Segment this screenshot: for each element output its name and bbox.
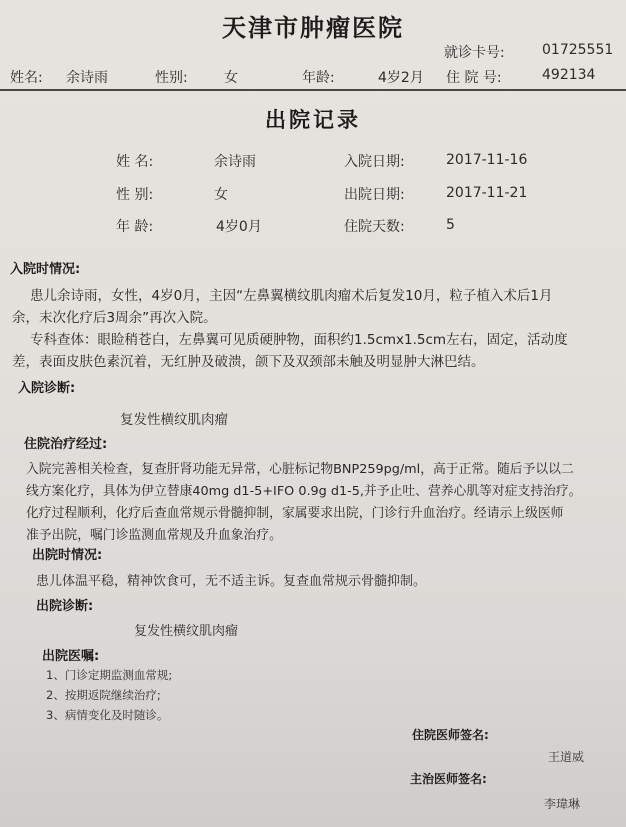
admission-status-text: [12, 285, 568, 373]
admission-status-line: 专科查体：眼睑稍苍白，左鼻翼可见质硬肿物，面积约1.5cmx1.5cm左右，固定，活动度: [30, 332, 568, 348]
info-out-date-value: 2017-11-21: [446, 185, 528, 201]
header-divider: [0, 89, 626, 91]
info-in-date-label: 入院日期:: [344, 154, 405, 170]
discharge-status-title: 出院时情况:: [32, 548, 103, 563]
record-title: 出院记录: [265, 108, 361, 132]
discharge-status-text: 患儿体温平稳，精神饮食可，无不适主诉。复查血常规示骨髓抑制。: [36, 574, 427, 589]
treatment-text: [26, 459, 582, 547]
treatment-line: 线方案化疗，具体为伊立替康40mg d1-5+IFO 0.9g d1-5,并予止吐、营养心肌等对症支持治疗。: [26, 484, 582, 499]
header-admission-value: 492134: [542, 67, 596, 83]
admission-status-line: 患儿余诗雨，女性，4岁0月，主因“左鼻翼横纹肌肉瘤术后复发10月，粒子植入术后1月: [30, 288, 553, 304]
info-sex-value: 女: [214, 187, 228, 203]
info-name-value: 余诗雨: [214, 154, 256, 170]
header-sex-value: 女: [224, 70, 238, 86]
treatment-title: 住院治疗经过:: [24, 437, 108, 452]
info-in-date-value: 2017-11-16: [446, 152, 528, 168]
treatment-line: 入院完善相关检查，复查肝肾功能无异常，心脏标记物BNP259pg/ml，高于正常。随后予以以二: [26, 462, 574, 477]
info-sex-label: 性 别:: [116, 187, 154, 203]
resident-signature-label: 住院医师签名:: [412, 728, 489, 742]
discharge-diagnosis-text: 复发性横纹肌肉瘤: [134, 624, 239, 639]
header-age-value: 4岁2月: [378, 70, 424, 86]
info-age-label: 年 龄:: [116, 219, 154, 235]
header-name-label: 姓名:: [10, 70, 43, 86]
info-age-value: 4岁0月: [216, 219, 262, 235]
header-name-value: 余诗雨: [66, 70, 108, 86]
admission-diagnosis-title: 入院诊断:: [18, 381, 76, 396]
advice-item: 2、按期返院继续治疗;: [46, 688, 161, 702]
admission-status-line: 差，表面皮肤色素沉着，无红肿及破溃，颌下及双颈部未触及明显肿大淋巴结。: [12, 354, 485, 370]
discharge-diagnosis-title: 出院诊断:: [36, 599, 94, 614]
resident-signature-name: 王道威: [548, 750, 585, 764]
admission-status-title: 入院时情况:: [10, 262, 81, 277]
attending-signature-label: 主治医师签名:: [410, 772, 487, 786]
header-sex-label: 性别:: [155, 70, 188, 86]
info-days-value: 5: [446, 217, 455, 233]
discharge-advice-list: [46, 665, 172, 725]
card-number-label: 就诊卡号:: [444, 45, 505, 61]
advice-item: 1、门诊定期监测血常规;: [46, 668, 173, 682]
treatment-line: 准予出院，嘱门诊监测血常规及升血象治疗。: [26, 528, 282, 543]
admission-status-line: 余，末次化疗后3周余”再次入院。: [12, 310, 217, 326]
advice-item: 3、病情变化及时随诊。: [46, 708, 169, 722]
hospital-name: 天津市肿瘤医院: [222, 14, 404, 42]
treatment-line: 化疗过程顺利，化疗后查血常规示骨髓抑制，家属要求出院，门诊行升血治疗。经请示上级医师: [26, 506, 564, 521]
info-name-label: 姓 名:: [116, 154, 154, 170]
info-out-date-label: 出院日期:: [344, 187, 405, 203]
attending-signature-name: 李瑋琳: [544, 797, 581, 811]
admission-diagnosis-text: 复发性横纹肌肉瘤: [120, 412, 228, 428]
card-number-value: 01725551: [542, 42, 614, 58]
header-age-label: 年龄:: [302, 70, 335, 86]
info-days-label: 住院天数:: [344, 219, 405, 235]
header-admission-label: 住 院 号:: [446, 70, 502, 86]
discharge-advice-title: 出院医嘱:: [42, 649, 100, 664]
